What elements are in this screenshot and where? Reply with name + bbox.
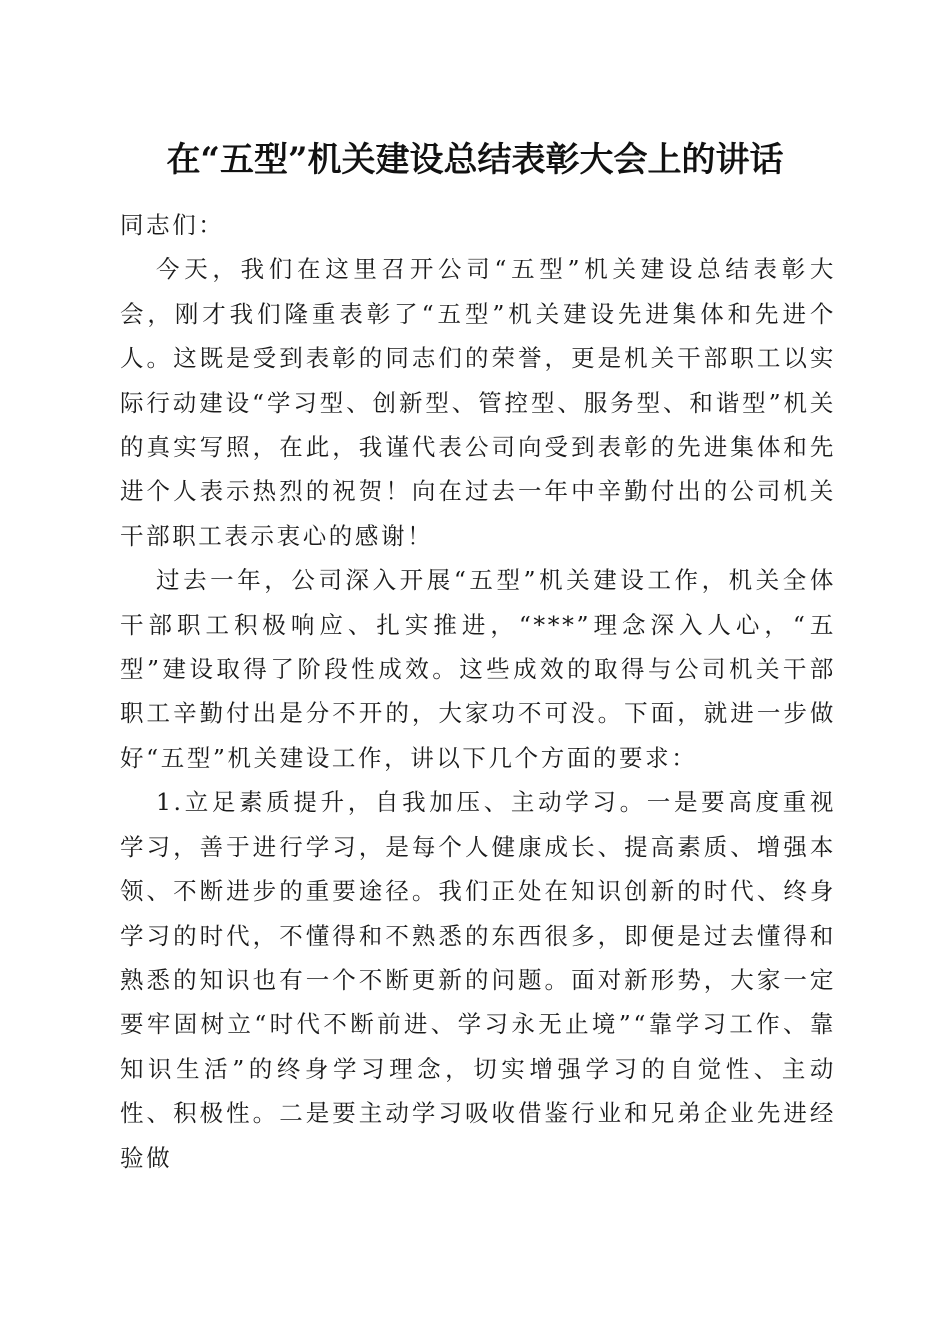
paragraph-review: 过去一年，公司深入开展“五型”机关建设工作，机关全体干部职工积极响应、扎实推进，“***”理念深入人心，“五型”建设取得了阶段性成效。这些成效的取得与公司机关干部职工辛勤付出是分不开的，大家功不可没。下面，就进一步做好“五型”机关建设工作，讲以下几个方面的要求： [120, 566, 836, 772]
paragraph-opening: 今天，我们在这里召开公司“五型”机关建设总结表彰大会，刚才我们隆重表彰了“五型”机关建设先进集体和先进个人。这既是受到表彰的同志们的荣誉，更是机关干部职工以实际行动建设“学习型、创新型、管控型、服务型、和谐型”机关的真实写照，在此，我谨代表公司向受到表彰的先进集体和先进个人表示热烈的祝贺！向在过去一年中辛勤付出的公司机关干部职工表示衷心的感谢！ [120, 255, 836, 550]
paragraph-requirement-1: 1.立足素质提升，自我加压、主动学习。一是要高度重视学习，善于进行学习，是每个人健康成长、提高素质、增强本领、不断进步的重要途径。我们正处在知识创新的时代、终身学习的时代，不懂得和不熟悉的东西很多，即便是过去懂得和熟悉的知识也有一个不断更新的问题。面对新形势，大家一定要牢固树立“时代不断前进、学习永无止境”“靠学习工作、靠知识生活”的终身学习理念，切实增强学习的自觉性、主动性、积极性。二是要主动学习吸收借鉴行业和兄弟企业先进经验做 [120, 788, 836, 1172]
document-title: 在“五型”机关建设总结表彰大会上的讲话 [166, 140, 784, 180]
salutation: 同志们： [120, 211, 225, 239]
document-body [120, 203, 836, 1180]
